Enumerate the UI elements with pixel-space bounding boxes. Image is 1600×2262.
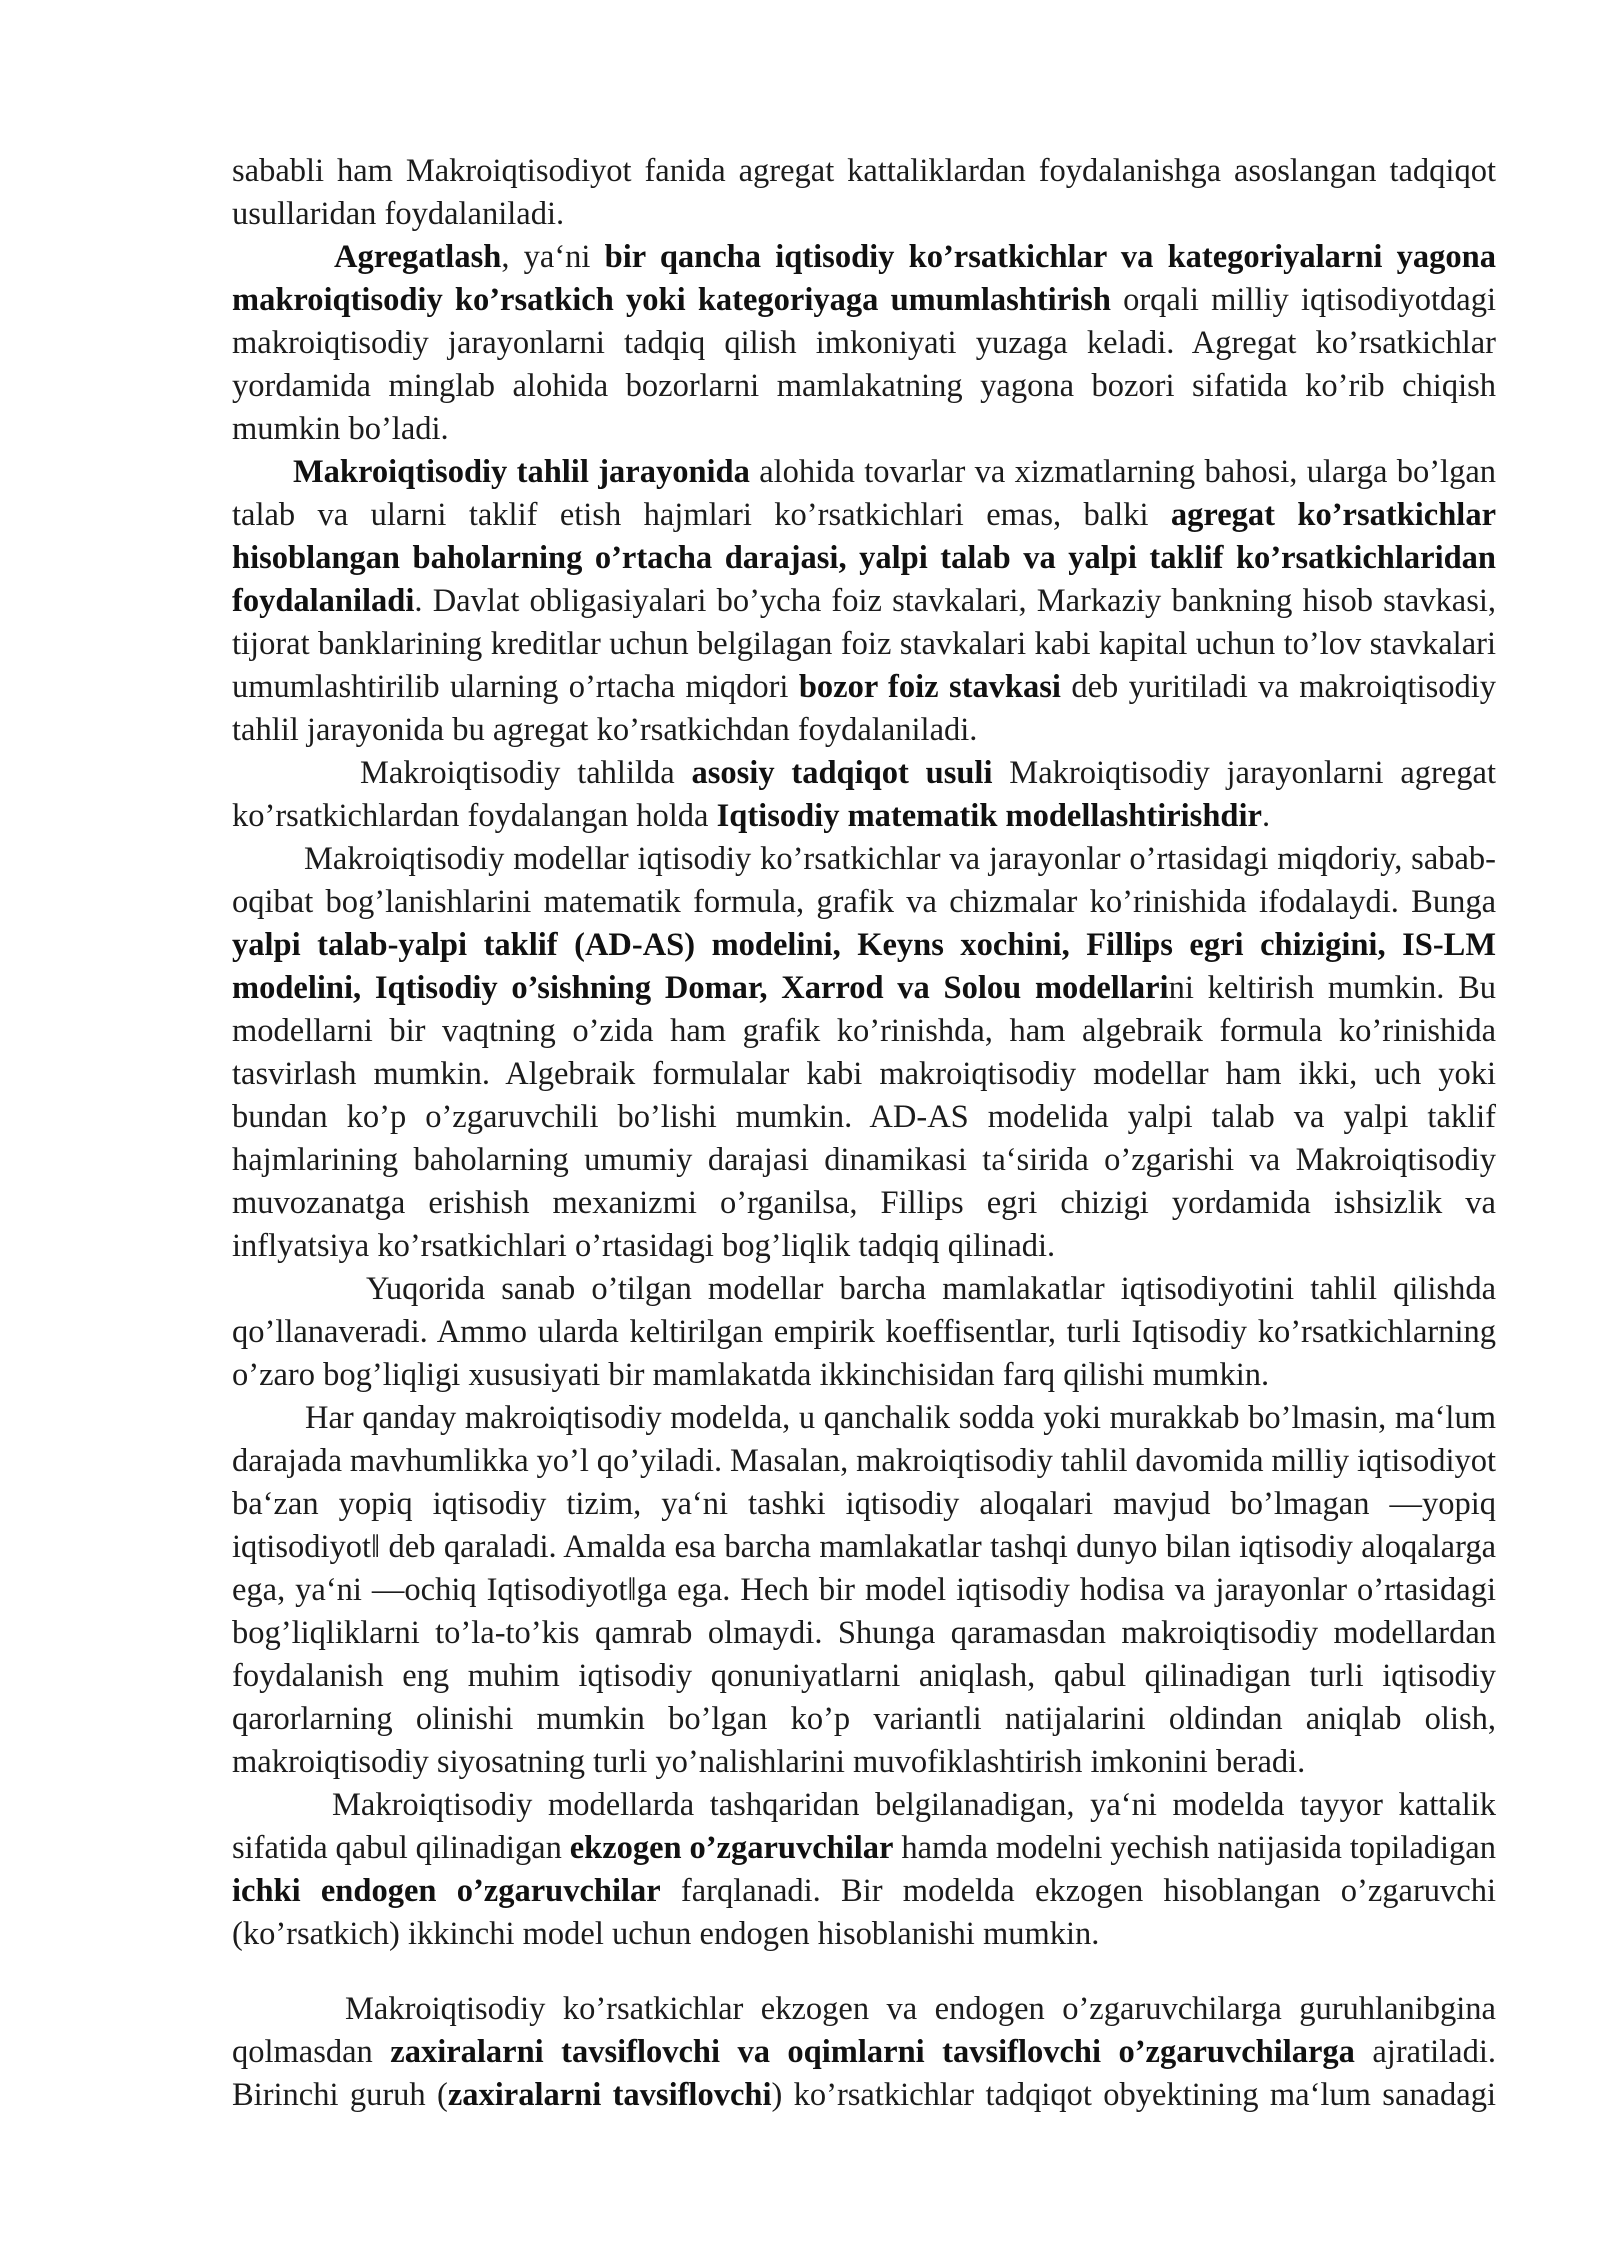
regular-text: tasvirlash mumkin. Algebraik formulalar kabi makroiqtisodiy modellar ham ikki, uch yoki xyxy=(232,1056,1496,1092)
line-text xyxy=(232,540,1496,576)
text-line xyxy=(334,236,1496,279)
regular-text: sifatida qabul qilinadigan xyxy=(232,1830,570,1866)
line-text xyxy=(232,368,1496,404)
text-line xyxy=(366,1268,1496,1311)
text-line xyxy=(232,1741,1496,1784)
bold-text: ekzogen o’zgaruvchilar xyxy=(569,1830,894,1866)
line-text xyxy=(232,325,1496,361)
line-text xyxy=(232,1830,1496,1866)
paragraph xyxy=(232,1784,1496,1956)
line-text xyxy=(232,1529,1496,1565)
text-line xyxy=(232,2031,1496,2074)
text-line xyxy=(232,881,1496,924)
text-line xyxy=(345,1988,1496,2031)
regular-text: (ko’rsatkich) ikkinchi model uchun endogen hisoblanishi mumkin. xyxy=(232,1916,1100,1952)
line-text xyxy=(232,1314,1496,1350)
paragraph xyxy=(232,838,1496,1268)
line-text xyxy=(232,497,1496,533)
text-line xyxy=(232,1569,1496,1612)
paragraph xyxy=(232,1268,1496,1397)
regular-text: talab va ularni taklif etish hajmlari ko’rsatkichlari emas, balki xyxy=(232,497,1171,533)
line-text xyxy=(334,239,1496,275)
line-text xyxy=(232,798,1270,834)
bold-text: ichki endogen o’zgaruvchilar xyxy=(232,1873,661,1909)
text-line xyxy=(232,1225,1496,1268)
regular-text: inflyatsiya ko’rsatkichlari o’rtasidagi bog’liqlik tadqiq qilinadi. xyxy=(232,1228,1056,1264)
paragraph xyxy=(232,150,1496,236)
text-line xyxy=(293,451,1496,494)
bold-text: yalpi talab-yalpi taklif (AD-AS) modelini, Keyns xochini, Fillips egri chizigini, IS-LM xyxy=(232,927,1496,963)
regular-text: alohida tovarlar va xizmatlarning bahosi, ularga bo’lgan xyxy=(749,454,1496,490)
line-text xyxy=(232,1185,1496,1221)
regular-text: usullaridan foydalaniladi. xyxy=(232,196,565,232)
regular-text: modellarni bir vaqtning o’zida ham grafik ko’rinishda, ham algebraik formula ko’rinishida xyxy=(232,1013,1496,1049)
text-line xyxy=(232,408,1496,451)
line-text xyxy=(232,1228,1055,1264)
text-line xyxy=(232,580,1496,623)
regular-text: darajada mavhumlikka yo’l qo’yiladi. Masalan, makroiqtisodiy tahlil davomida milliy iqtisodiyot xyxy=(232,1443,1496,1479)
line-text xyxy=(232,1486,1496,1522)
text-line xyxy=(232,150,1496,193)
line-text xyxy=(232,669,1496,705)
regular-text: makroiqtisodiy jarayonlarni tadqiq qilish imkoniyati yuzaga keladi. Agregat ko’rsatkichlar xyxy=(232,325,1496,361)
bold-text: modelini, Iqtisodiy o’sishning Domar, Xarrod va Solou modellari xyxy=(232,970,1169,1006)
regular-text: ba‘zan yopiq iqtisodiy tizim, ya‘ni tashki iqtisodiy aloqalari mavjud bo’lmagan —yopiq xyxy=(232,1486,1496,1522)
bold-text: agregat ko’rsatkichlar xyxy=(1170,497,1496,533)
line-text xyxy=(232,1744,1305,1780)
line-text xyxy=(305,1400,1496,1436)
text-line xyxy=(232,279,1496,322)
regular-text: Yuqorida sanab o’tilgan modellar barcha mamlakatlar iqtisodiyotini tahlil qilishda xyxy=(366,1271,1496,1307)
text-line xyxy=(360,752,1496,795)
line-text xyxy=(232,1357,1269,1393)
line-text xyxy=(232,2034,1496,2070)
regular-text: ega, ya‘ni —ochiq Iqtisodiyot‖ga ega. Hech bir model iqtisodiy hodisa va jarayonlar o’rtasidagi xyxy=(232,1572,1496,1608)
line-text xyxy=(232,1142,1496,1178)
bold-text: Makroiqtisodiy tahlil jarayonida xyxy=(293,454,750,490)
text-line xyxy=(232,1053,1496,1096)
text-line xyxy=(232,1698,1496,1741)
paragraph xyxy=(232,1397,1496,1784)
paragraph xyxy=(232,1988,1496,2117)
regular-text: tahlil jarayonida bu agregat ko’rsatkichdan foydalaniladi. xyxy=(232,712,978,748)
line-text xyxy=(232,1873,1496,1909)
regular-text: Makroiqtisodiy jarayonlarni agregat xyxy=(992,755,1496,791)
text-line xyxy=(232,924,1496,967)
line-text xyxy=(232,1916,1099,1952)
regular-text: yordamida minglab alohida bozorlarni mamlakatning yagona bozori sifatida ko’rib chiqish xyxy=(232,368,1496,404)
regular-text: Makroiqtisodiy modellar iqtisodiy ko’rsatkichlar va jarayonlar o’rtasidagi miqdoriy, sabab- xyxy=(304,841,1496,877)
text-line xyxy=(232,1440,1496,1483)
text-line xyxy=(232,709,1496,752)
line-text xyxy=(232,583,1496,619)
text-line xyxy=(232,1139,1496,1182)
regular-text: . xyxy=(1261,798,1271,834)
bold-text: hisoblangan baholarning o’rtacha darajasi, yalpi talab va yalpi taklif ko’rsatkichlaridan xyxy=(232,540,1496,576)
line-text xyxy=(232,1615,1496,1651)
text-line xyxy=(232,1655,1496,1698)
text-line xyxy=(232,494,1496,537)
line-text xyxy=(345,1991,1496,2027)
text-line xyxy=(232,1870,1496,1913)
regular-text: ) ko’rsatkichlar tadqiqot obyektining ma‘lum sanadagi xyxy=(771,2077,1496,2113)
regular-text: qo’llanaveradi. Ammo ularda keltirilgan empirik koeffisentlar, turli Iqtisodiy ko’rsatkichlarning xyxy=(232,1314,1496,1350)
regular-text: . Davlat obligasiyalari bo’ycha foiz stavkalari, Markaziy bankning hisob stavkasi, xyxy=(414,583,1496,619)
line-text xyxy=(232,1701,1496,1737)
line-text xyxy=(232,411,449,447)
text-line xyxy=(232,623,1496,666)
line-text xyxy=(332,1787,1496,1823)
text-line xyxy=(232,1913,1496,1956)
regular-text: tijorat banklarining kreditlar uchun belgilagan foiz stavkalari kabi kapital uchun to’lov stavkalari xyxy=(232,626,1496,662)
regular-text: farqlanadi. Bir modelda ekzogen hisoblangan o’zgaruvchi xyxy=(660,1873,1496,1909)
text-line xyxy=(232,1827,1496,1870)
regular-text: Makroiqtisodiy tahlilda xyxy=(360,755,692,791)
text-line xyxy=(232,2074,1496,2117)
bold-text: bozor foiz stavkasi xyxy=(798,669,1061,705)
regular-text: bundan ko’p o’zgaruvchili bo’lishi mumkin. AD-AS modelida yalpi talab va yalpi taklif xyxy=(232,1099,1496,1135)
text-line xyxy=(304,838,1496,881)
text-line xyxy=(232,1526,1496,1569)
text-line xyxy=(232,795,1496,838)
text-line xyxy=(232,322,1496,365)
text-line xyxy=(232,365,1496,408)
regular-text: Birinchi guruh ( xyxy=(232,2077,448,2113)
regular-text: umumlashtirilib ularning o’rtacha miqdori xyxy=(232,669,799,705)
paragraph xyxy=(232,451,1496,752)
regular-text: deb yuritiladi va makroiqtisodiy xyxy=(1060,669,1496,705)
regular-text: ko’rsatkichlardan foydalangan holda xyxy=(232,798,717,834)
line-text xyxy=(360,755,1496,791)
regular-text: ajratiladi. xyxy=(1354,2034,1497,2070)
bold-text: Iqtisodiy matematik modellashtirishdir xyxy=(716,798,1262,834)
regular-text: qarorlarning olinishi mumkin bo’lgan ko’p variantli natijalarini oldindan aniqlab olish, xyxy=(232,1701,1496,1737)
bold-text: zaxiralarni tavsiflovchi xyxy=(447,2077,772,2113)
regular-text: Makroiqtisodiy modellarda tashqaridan belgilanadigan, ya‘ni modelda tayyor kattalik xyxy=(332,1787,1496,1823)
regular-text: mumkin bo’ladi. xyxy=(232,411,449,447)
text-line xyxy=(232,1483,1496,1526)
line-text xyxy=(232,1658,1496,1694)
regular-text: bog’liqliklarni to’la-to’kis qamrab olmaydi. Shunga qaramasdan makroiqtisodiy modellardan xyxy=(232,1615,1496,1651)
text-line xyxy=(232,1354,1496,1397)
line-text xyxy=(366,1271,1496,1307)
line-text xyxy=(232,153,1496,189)
regular-text: makroiqtisodiy siyosatning turli yo’nalishlarini muvofiklashtirish imkonini beradi. xyxy=(232,1744,1306,1780)
paragraph xyxy=(232,236,1496,451)
line-text xyxy=(232,1443,1496,1479)
bold-text: foydalaniladi xyxy=(232,583,415,619)
bold-text: asosiy tadqiqot usuli xyxy=(691,755,993,791)
line-text xyxy=(232,282,1496,318)
text-line xyxy=(232,1010,1496,1053)
line-text xyxy=(232,1013,1496,1049)
text-line xyxy=(232,666,1496,709)
regular-text: oqibat bog’lanishlarini matematik formula, grafik va chizmalar ko’rinishida ifodalaydi. Bunga xyxy=(232,884,1496,920)
bold-text: makroiqtisodiy ko’rsatkich yoki kategoriyaga umumlashtirish xyxy=(232,282,1111,318)
text-line xyxy=(232,967,1496,1010)
document-body xyxy=(232,150,1496,2117)
line-text xyxy=(232,1056,1496,1092)
paragraph xyxy=(232,752,1496,838)
regular-text: o’zaro bog’liqligi xususiyati bir mamlakatda ikkinchisidan farq qilishi mumkin. xyxy=(232,1357,1270,1393)
text-line xyxy=(232,537,1496,580)
line-text xyxy=(232,1572,1496,1608)
regular-text: iqtisodiyot‖ deb qaraladi. Amalda esa barcha mamlakatlar tashqi dunyo bilan iqtisodiy aloqalarga xyxy=(232,1529,1496,1565)
regular-text: , ya‘ni xyxy=(501,239,605,275)
bold-text: Agregatlash xyxy=(334,239,502,275)
line-text xyxy=(232,712,977,748)
regular-text: ni keltirish mumkin. Bu xyxy=(1168,970,1496,1006)
text-line xyxy=(332,1784,1496,1827)
regular-text: muvozanatga erishish mexanizmi o’rganilsa, Fillips egri chizigi yordamida ishsizlik va xyxy=(232,1185,1496,1221)
text-line xyxy=(305,1397,1496,1440)
regular-text: Har qanday makroiqtisodiy modelda, u qanchalik sodda yoki murakkab bo’lmasin, ma‘lum xyxy=(305,1400,1496,1436)
text-line xyxy=(232,1311,1496,1354)
line-text xyxy=(232,884,1496,920)
regular-text: sababli ham Makroiqtisodiyot fanida agregat kattaliklardan foydalanishga asoslangan tadqiqot xyxy=(232,153,1496,189)
bold-text: zaxiralarni tavsiflovchi va oqimlarni tavsiflovchi o’zgaruvchilarga xyxy=(390,2034,1355,2070)
regular-text: foydalanish eng muhim iqtisodiy qonuniyatlarni aniqlash, qabul qilinadigan turli iqtisodiy xyxy=(232,1658,1496,1694)
line-text xyxy=(232,1099,1496,1135)
text-line xyxy=(232,1612,1496,1655)
line-text xyxy=(232,927,1496,963)
bold-text: bir qancha iqtisodiy ko’rsatkichlar va kategoriyalarni yagona xyxy=(604,239,1496,275)
text-line xyxy=(232,1096,1496,1139)
text-line xyxy=(232,1182,1496,1225)
regular-text: hajmlarining baholarning umumiy darajasi dinamikasi ta‘sirida o’zgarishi va Makroiqtisodiy xyxy=(232,1142,1496,1178)
regular-text: qolmasdan xyxy=(232,2034,391,2070)
regular-text: hamda modelni yechish natijasida topiladigan xyxy=(893,1830,1496,1866)
line-text xyxy=(293,454,1496,490)
line-text xyxy=(232,970,1496,1006)
line-text xyxy=(232,196,564,232)
line-text xyxy=(304,841,1496,877)
line-text xyxy=(232,2077,1496,2113)
regular-text: Makroiqtisodiy ko’rsatkichlar ekzogen va endogen o’zgaruvchilarga guruhlanibgina xyxy=(345,1991,1496,2027)
line-text xyxy=(232,626,1496,662)
text-line xyxy=(232,193,1496,236)
regular-text: orqali milliy iqtisodiyotdagi xyxy=(1110,282,1496,318)
